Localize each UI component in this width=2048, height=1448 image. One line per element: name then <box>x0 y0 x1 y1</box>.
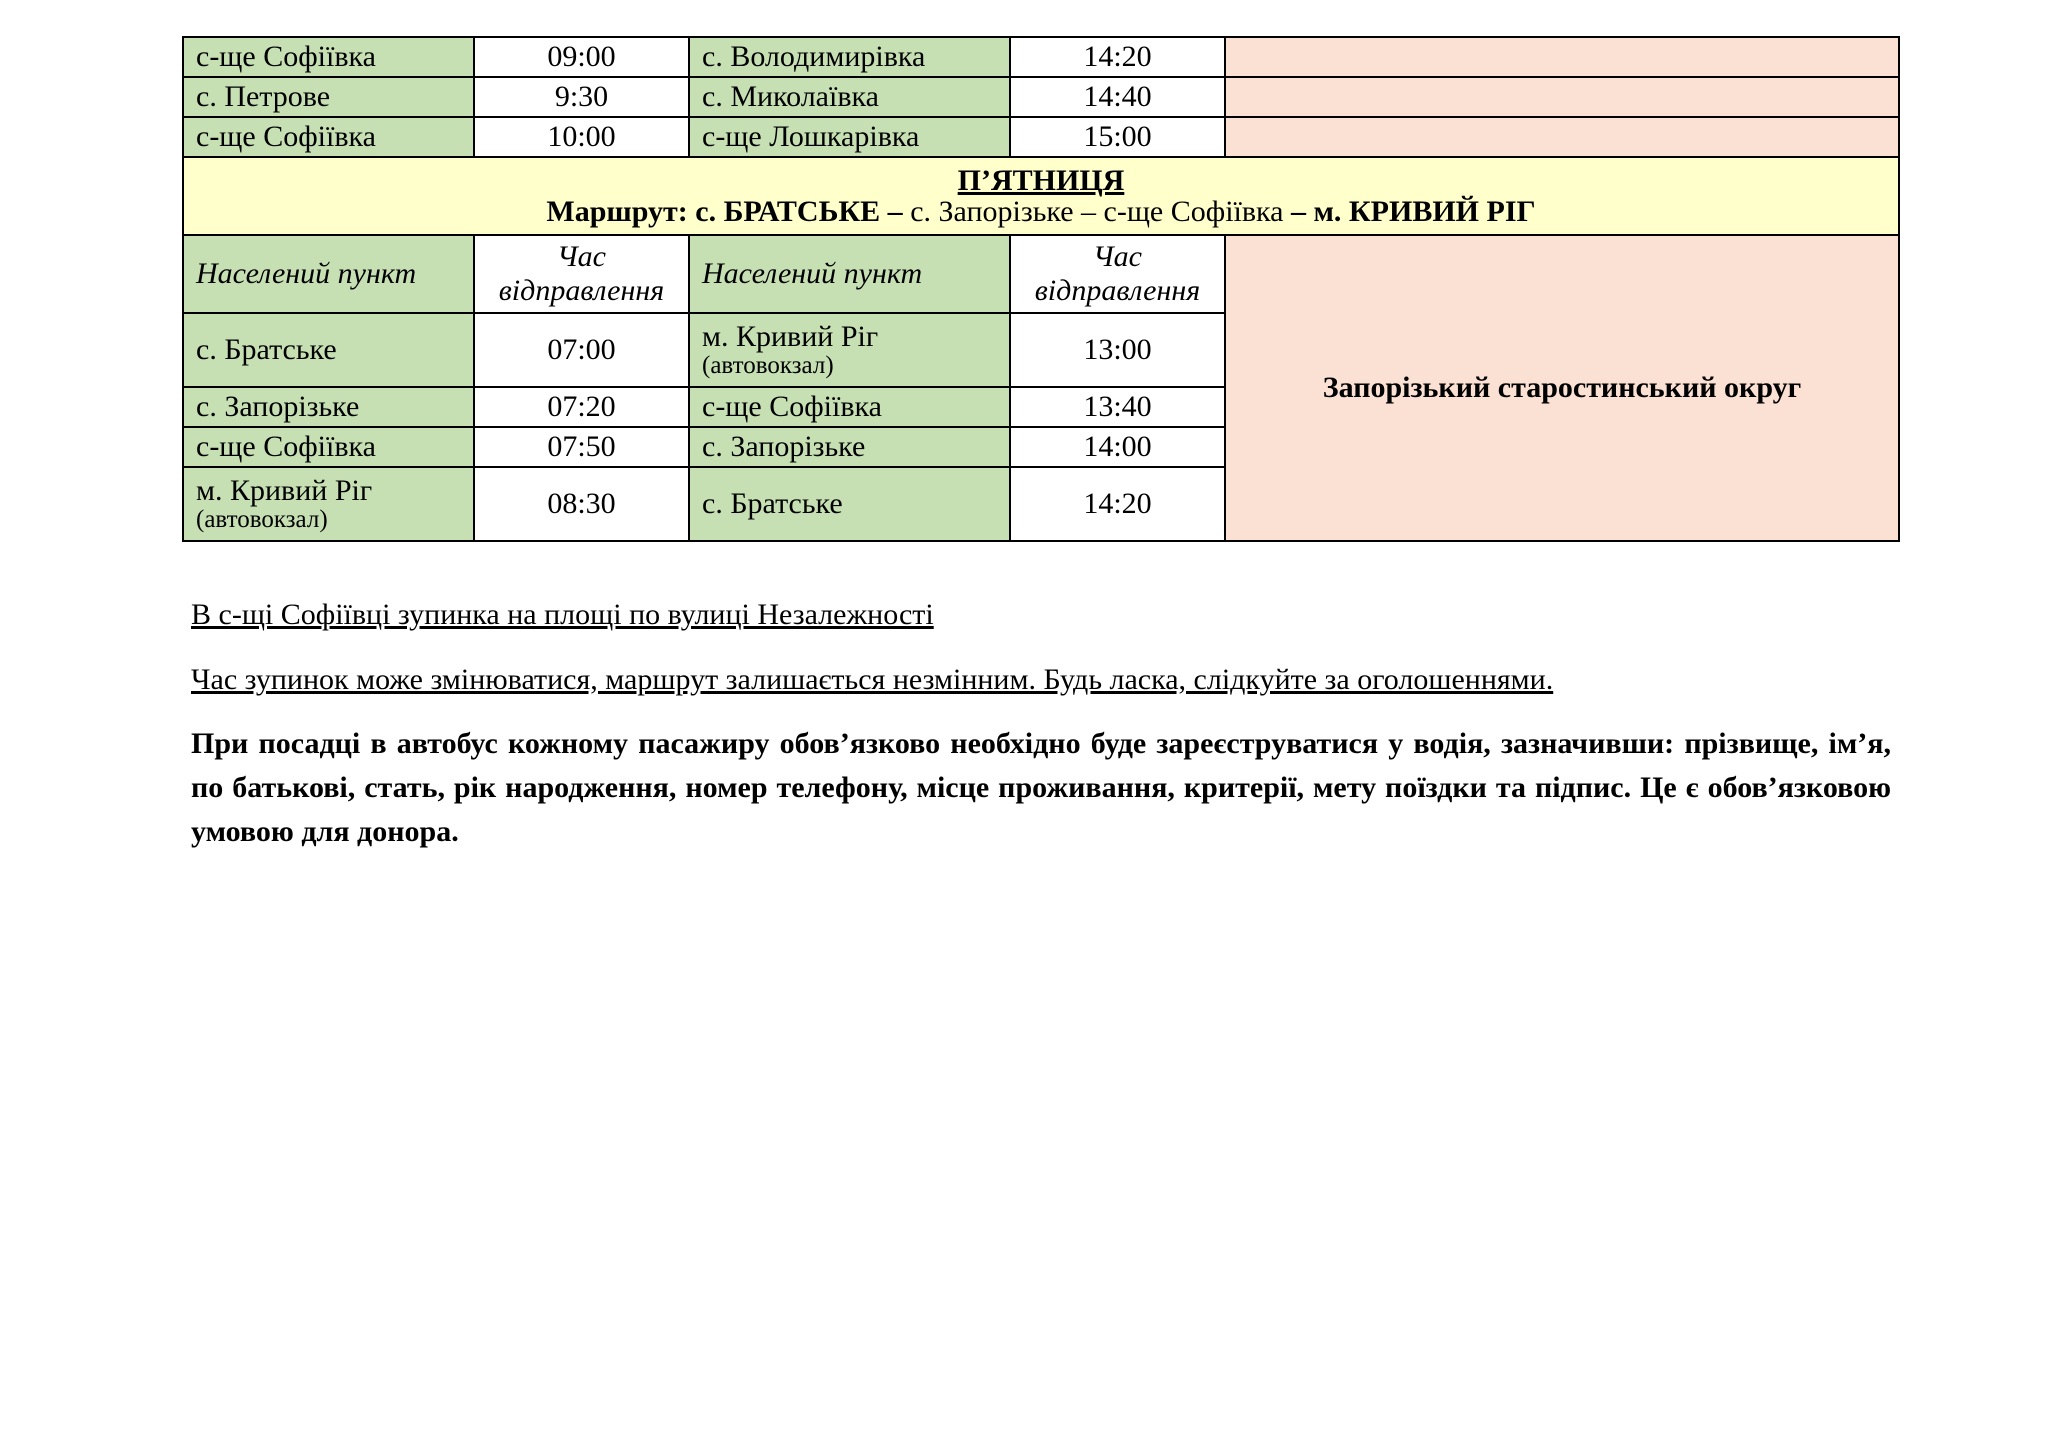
district-cell <box>1225 37 1899 77</box>
registration-note: При посадці в автобус кожному пасажиру обов’язково необхідно буде зареєструватися у водія, зазначивши: прізвище, ім’я, по батькові, стать, рік народження, номер телефону, місце проживання, критерії, мету поїздки та підпис. Це є обов’язковою умовою для донора. <box>191 727 1891 848</box>
table-row <box>183 117 1899 157</box>
schedule-table <box>182 36 1900 542</box>
route-label: Маршрут: <box>546 195 688 228</box>
place-cell: с. Петрове <box>183 77 474 117</box>
district-cell <box>1225 117 1899 157</box>
time-change-note: Час зупинок може змінюватися, маршрут залишається незмінним. Будь ласка, слідкуйте за оголошеннями. <box>191 663 1554 696</box>
place-name: м. Кривий Ріг <box>702 320 879 354</box>
place-cell: с. Володимирівка <box>689 37 1010 77</box>
column-header-row <box>183 235 1899 313</box>
time-cell: 09:00 <box>474 37 689 77</box>
time-cell: 14:00 <box>1010 427 1225 467</box>
time-cell: 08:30 <box>474 467 689 541</box>
place-cell <box>183 467 474 541</box>
place-name: м. Кривий Ріг <box>196 474 373 508</box>
time-cell: 14:20 <box>1010 37 1225 77</box>
time-cell: 9:30 <box>474 77 689 117</box>
time-cell: 13:00 <box>1010 313 1225 387</box>
place-cell: с. Миколаївка <box>689 77 1010 117</box>
time-cell: 07:20 <box>474 387 689 427</box>
route-middle: с. Запорізьке – с-ще Софіївка <box>910 195 1284 228</box>
time-cell: 07:50 <box>474 427 689 467</box>
stop-note: В с-щі Софіївці зупинка на площі по вулиці Незалежності <box>191 598 934 631</box>
place-cell: с-ще Лошкарівка <box>689 117 1010 157</box>
place-cell: с. Братське <box>689 467 1010 541</box>
place-cell: с-ще Софіївка <box>183 117 474 157</box>
time-cell: 14:40 <box>1010 77 1225 117</box>
route-line <box>196 196 1886 228</box>
time-cell: 13:40 <box>1010 387 1225 427</box>
route-end: – м. КРИВИЙ РІГ <box>1290 195 1536 228</box>
column-header-time: Час відправлення <box>474 235 689 313</box>
time-cell: 14:20 <box>1010 467 1225 541</box>
place-cell: с. Запорізьке <box>183 387 474 427</box>
place-cell: с. Запорізьке <box>689 427 1010 467</box>
column-header-place-return: Населений пункт <box>689 235 1010 313</box>
column-header-place: Населений пункт <box>183 235 474 313</box>
route-start: с. БРАТСЬКЕ – <box>695 195 903 228</box>
table-row <box>183 37 1899 77</box>
place-cell: с-ще Софіївка <box>183 37 474 77</box>
table-row <box>183 77 1899 117</box>
district-cell <box>1225 77 1899 117</box>
column-header-time-return: Час відправлення <box>1010 235 1225 313</box>
place-cell <box>183 313 474 387</box>
time-cell: 07:00 <box>474 313 689 387</box>
place-name: с. Братське <box>196 333 337 367</box>
place-cell <box>689 313 1010 387</box>
place-note: (автовокзал) <box>702 351 834 379</box>
day-header <box>183 157 1899 235</box>
place-cell: с-ще Софіївка <box>183 427 474 467</box>
time-cell: 10:00 <box>474 117 689 157</box>
time-cell: 15:00 <box>1010 117 1225 157</box>
place-note: (автовокзал) <box>196 505 328 533</box>
place-cell: с-ще Софіївка <box>689 387 1010 427</box>
district-cell: Запорізький старостинський округ <box>1225 235 1899 541</box>
day-title: П’ЯТНИЦЯ <box>957 163 1125 197</box>
day-header-row <box>183 157 1899 235</box>
